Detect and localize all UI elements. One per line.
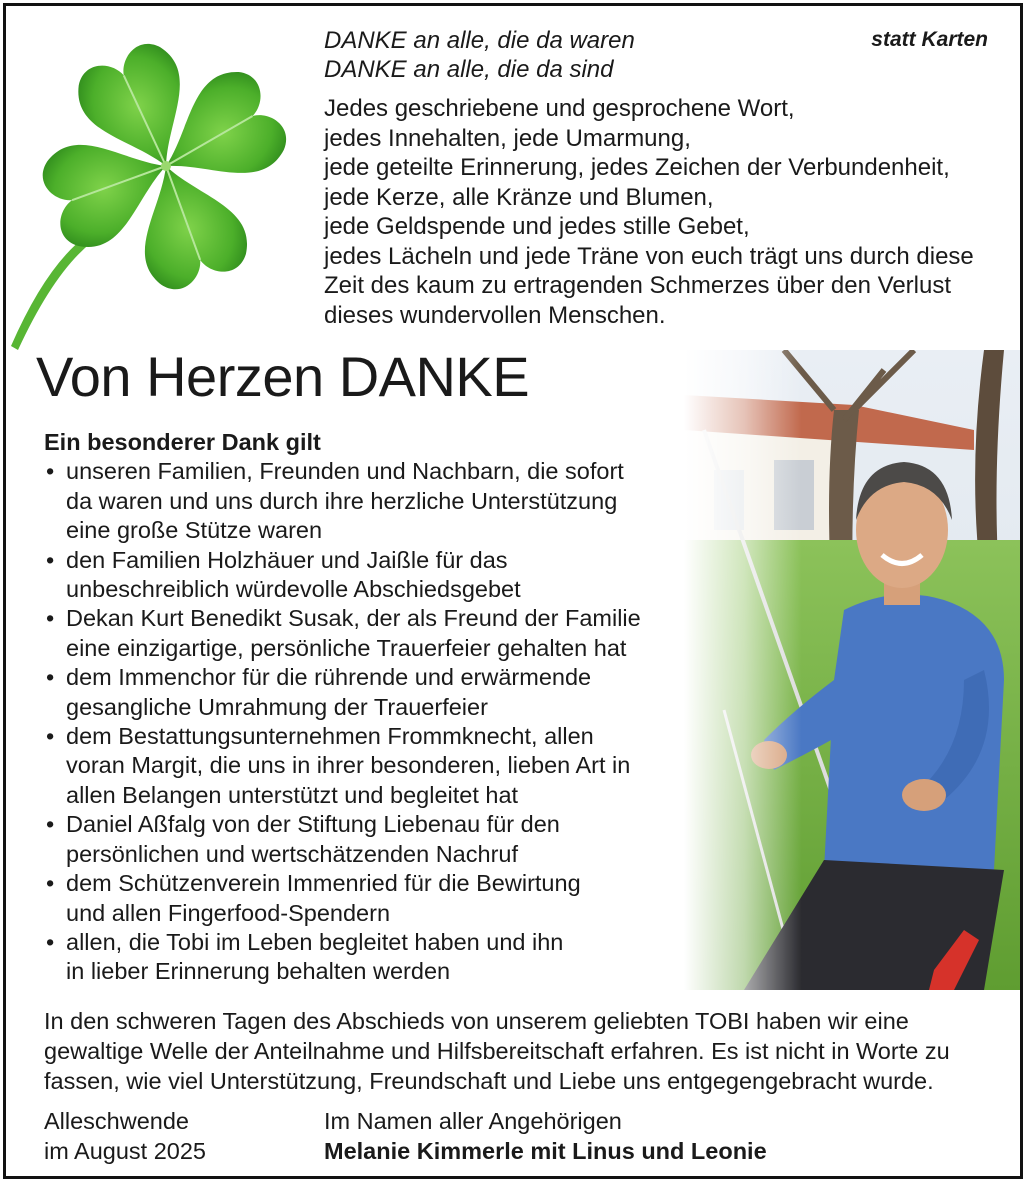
list-item — [44, 663, 684, 722]
closing-line: gewaltige Welle der Anteilnahme und Hilfsbereitschaft erfahren. Es ist nicht in Worte zu — [44, 1038, 950, 1064]
intro-text-line: jede Geldspende und jedes stille Gebet, — [324, 213, 750, 240]
list-item-line: da waren und uns durch ihre herzliche Unterstützung — [66, 487, 618, 514]
list-item — [44, 928, 684, 987]
obituary-card — [3, 3, 1023, 1179]
date-text: im August 2025 — [44, 1138, 206, 1164]
list-item — [44, 810, 684, 869]
list-item-line: gesangliche Umrahmung der Trauerfeier — [66, 693, 488, 720]
place-name: Alleschwende — [44, 1108, 190, 1134]
intro-text-line: jede geteilte Erinnerung, jedes Zeichen der Verbundenheit, — [324, 154, 950, 181]
list-item-line: und allen Fingerfood-Spendern — [66, 899, 391, 926]
list-item — [44, 546, 684, 605]
list-item-line: • den Familien Holzhäuer und Jaißle für das — [66, 546, 508, 573]
list-item-line: persönlichen und wertschätzenden Nachruf — [66, 840, 518, 867]
intro-text-line: dieses wundervollen Menschen. — [324, 301, 666, 329]
place-date-block — [44, 1106, 206, 1166]
list-item-line: • Dekan Kurt Benedikt Susak, der als Freund der Familie — [66, 605, 641, 632]
headline: Von Herzen DANKE — [36, 345, 530, 408]
list-item-line: • dem Schützenverein Immenried für die Bewirtung — [66, 870, 581, 897]
man-on-swing-photo — [684, 350, 1020, 990]
intro-text-line: Jedes geschriebene und gesprochene Wort, — [324, 95, 795, 122]
list-item-line: unbeschreiblich würdevolle Abschiedsgebet — [66, 576, 521, 603]
four-leaf-clover-image — [6, 26, 306, 356]
intro-text-line: Zeit des kaum zu ertragenden Schmerzes über den Verlust — [324, 272, 951, 299]
thanks-list — [44, 457, 684, 986]
intro-text-line: jedes Lächeln und jede Träne von euch trägt uns durch diese — [324, 242, 974, 270]
list-item-line: eine große Stütze waren — [66, 517, 323, 544]
list-item-line: voran Margit, die uns in ihrer besonderen, lieben Art in — [66, 752, 631, 779]
thanks-heading: Ein besonderer Dank gilt — [44, 429, 321, 455]
statt-karten-label: statt Karten — [871, 28, 988, 51]
list-item — [44, 604, 684, 663]
on-behalf-text: Im Namen aller Angehörigen — [324, 1108, 622, 1134]
closing-line: In den schweren Tagen des Abschieds von unserem geliebten TOBI haben wir eine — [44, 1008, 909, 1034]
list-item-line: allen Belangen unterstützt und begleitet hat — [66, 781, 519, 808]
intro-text-line: jede Kerze, alle Kränze und Blumen, — [324, 183, 714, 211]
list-item-line: • Daniel Aßfalg von der Stiftung Liebenau für den — [66, 811, 560, 838]
list-item-line: in lieber Erinnerung behalten werden — [66, 958, 451, 985]
list-item-line: • dem Immenchor für die rührende und erwärmende — [66, 664, 592, 691]
intro-line-2: DANKE an alle, die da sind — [324, 56, 614, 83]
list-item-line: eine einzigartige, persönliche Trauerfeier gehalten hat — [66, 634, 627, 661]
closing-line: fassen, wie viel Unterstützung, Freundschaft und Liebe uns entgegengebracht wurde. — [44, 1068, 934, 1094]
thanks-section — [44, 428, 684, 987]
intro-paragraph — [324, 94, 1004, 330]
list-item — [44, 869, 684, 928]
intro-line-1: DANKE an alle, die da waren — [324, 27, 635, 54]
closing-paragraph — [44, 1006, 1004, 1096]
signature-block — [324, 1106, 767, 1166]
list-item — [44, 457, 684, 545]
signatory-names: Melanie Kimmerle mit Linus und Leonie — [324, 1138, 767, 1164]
list-item-line: • allen, die Tobi im Leben begleitet haben und ihn — [66, 928, 564, 955]
intro-text-line: jedes Innehalten, jede Umarmung, — [324, 124, 691, 152]
list-item-line: • unseren Familien, Freunden und Nachbarn, die sofort — [66, 458, 624, 485]
list-item-line: • dem Bestattungsunternehmen Frommknecht, allen — [66, 723, 594, 750]
list-item — [44, 722, 684, 810]
